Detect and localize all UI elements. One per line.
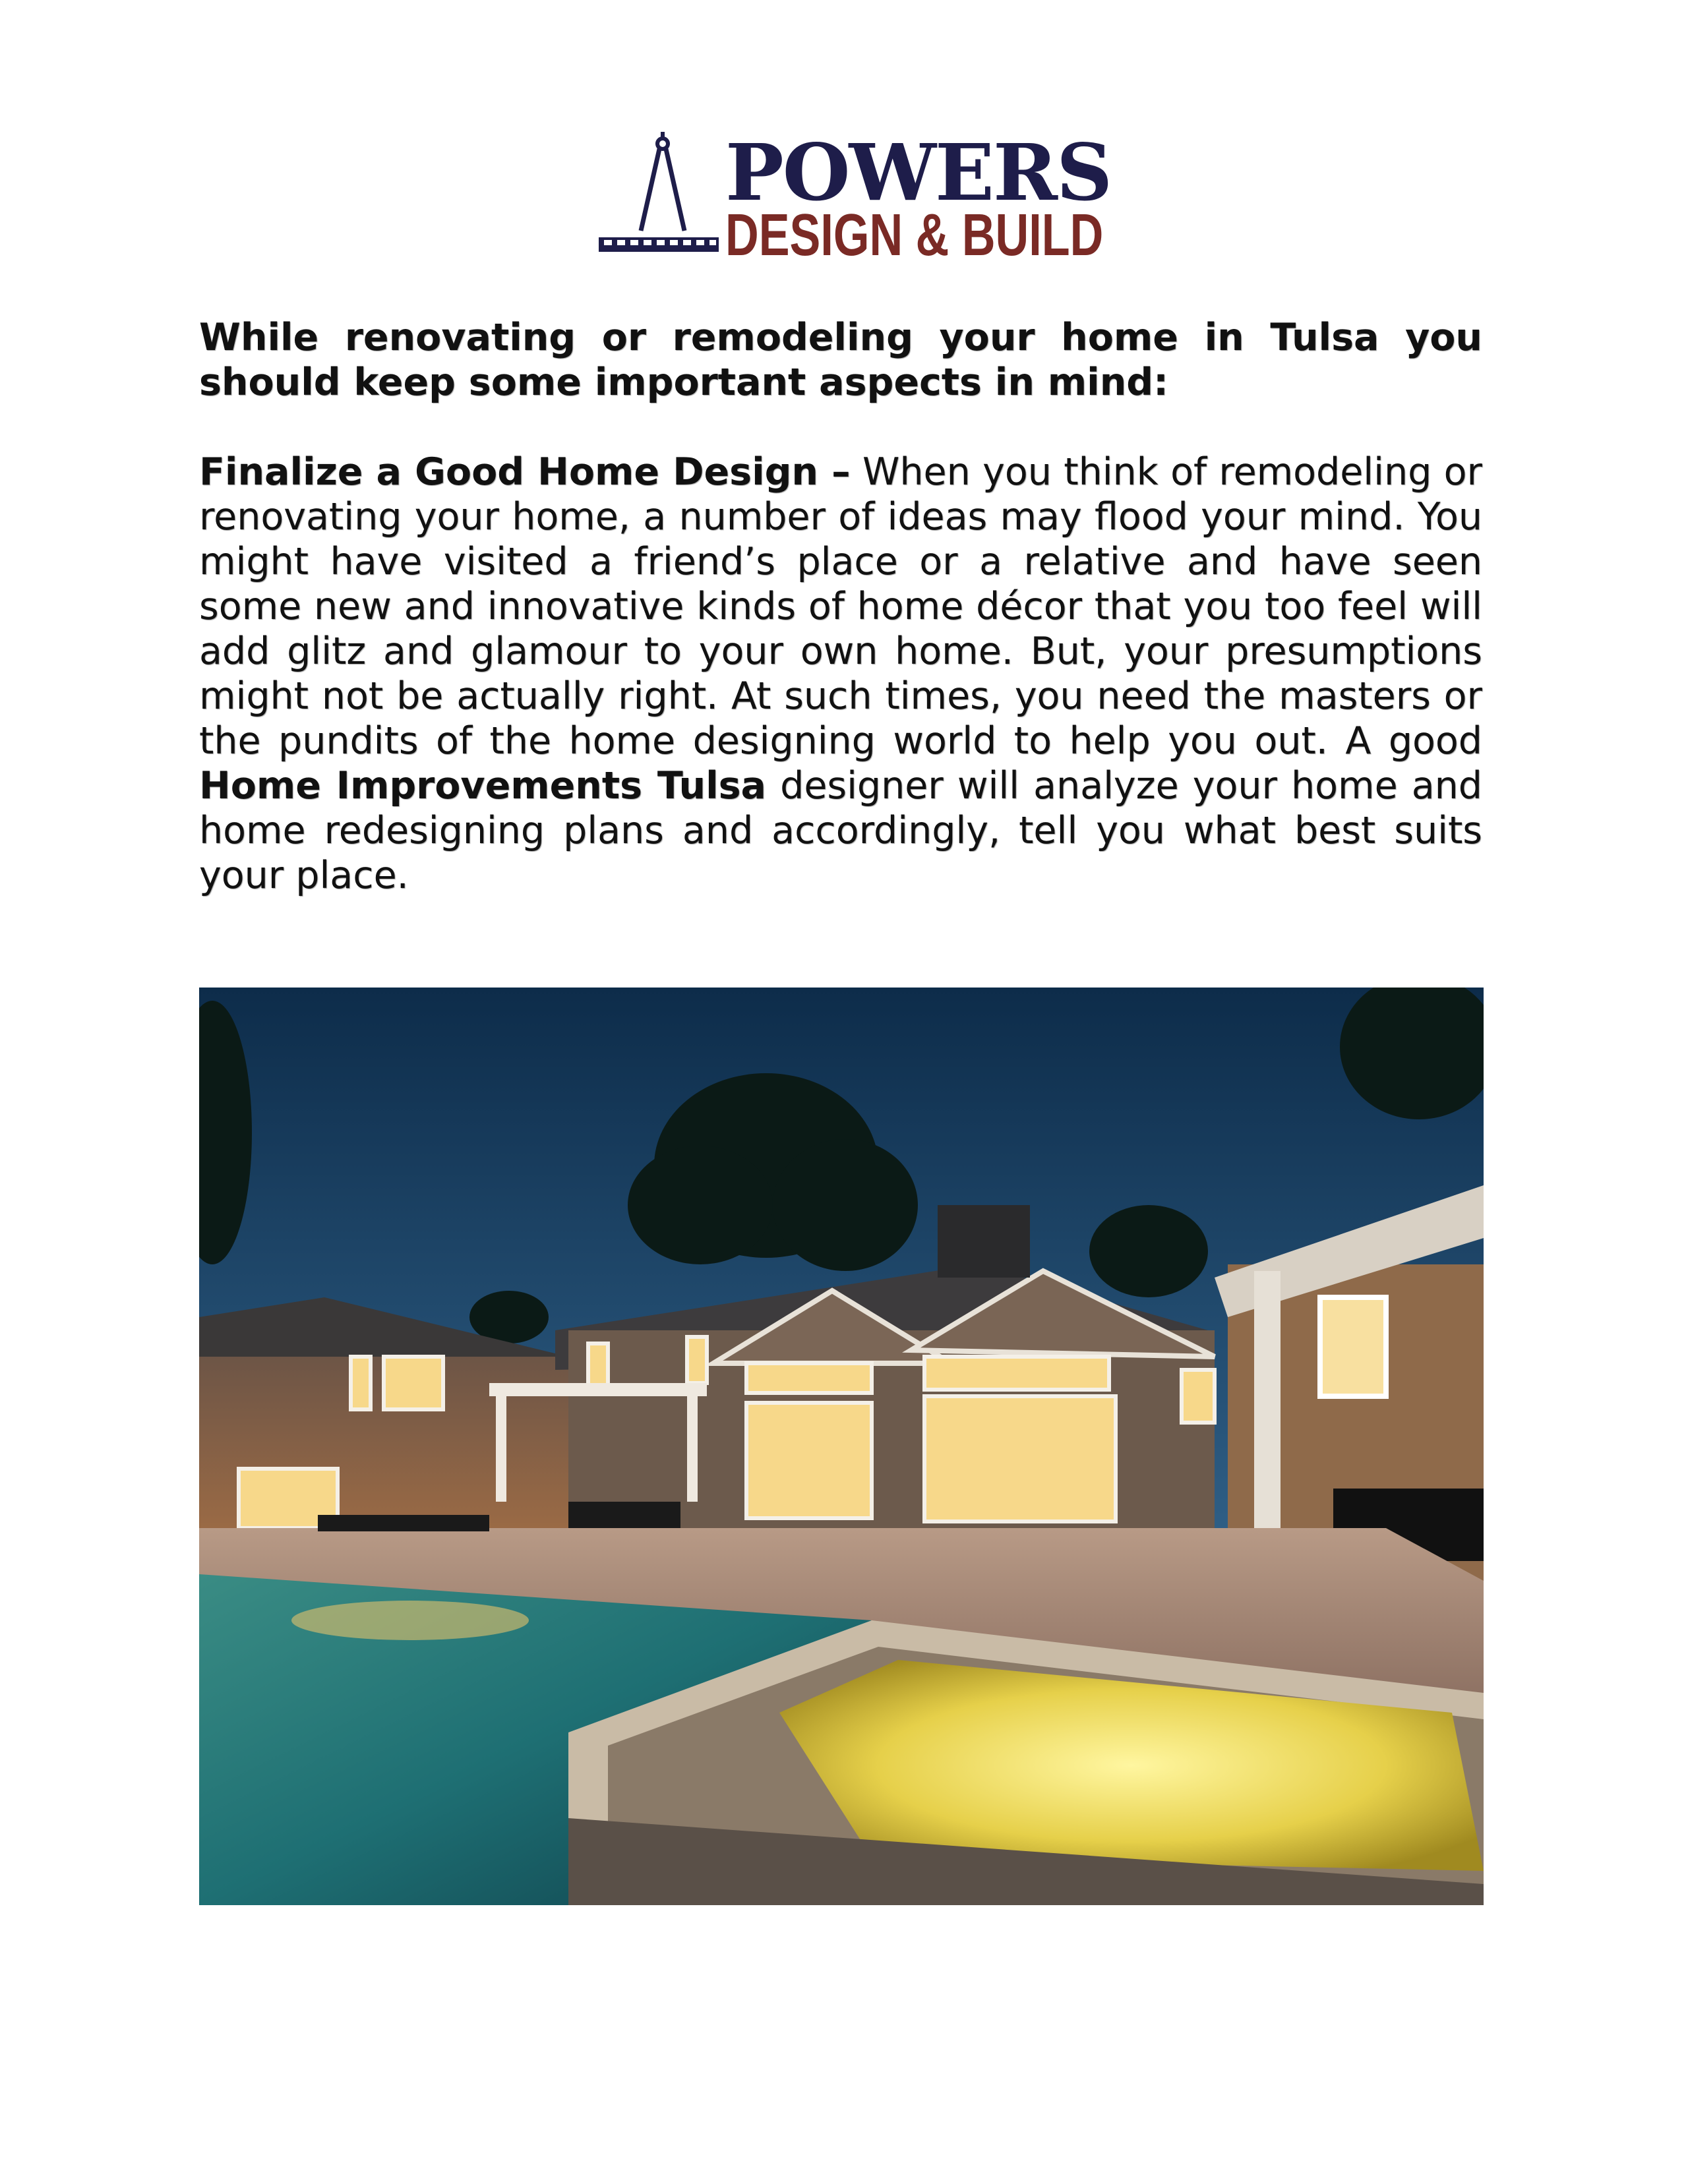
keyword-emphasis: Home Improvements Tulsa (199, 764, 767, 808)
logo-text-powers: POWERS (725, 127, 1112, 218)
section-paragraph (199, 450, 1482, 898)
section-body-part-1: When you think of remodeling or renovating your home, a number of ideas may flood your mind. You might have visited a friend’s place or a relative and have seen some new and innovative kinds of home décor that you too feel will add glitz and glamour to your own home. But, your presumptions might not be actually right. At such times, you need the masters or the pundits of the home designing world to help you out. A good (199, 450, 1482, 763)
company-logo (593, 127, 1112, 268)
section-heading: Finalize a Good Home Design – (199, 450, 851, 494)
logo-text-design-build: DESIGN & BUILD (725, 202, 1104, 268)
house-pool-photo (199, 988, 1484, 1905)
section-body-part-2: designer will analyze your home and home redesigning plans and accordingly, tell you what best suits your place. (199, 764, 1482, 897)
article-body (199, 315, 1482, 898)
intro-heading: While renovating or remodeling your home in Tulsa you should keep some important aspects in mind: (199, 316, 1482, 404)
